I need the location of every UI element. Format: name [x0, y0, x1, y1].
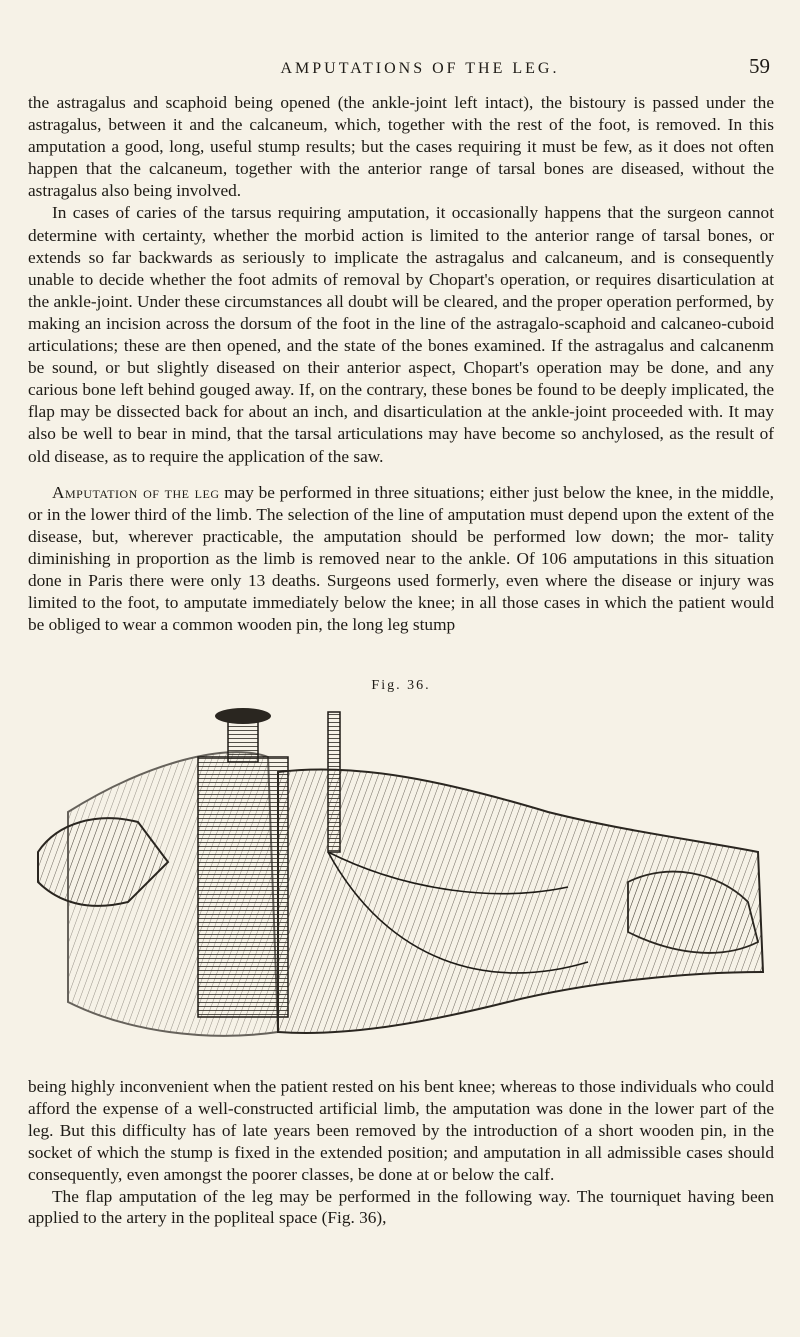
leg-amputation-illustration — [28, 702, 774, 1070]
section-text: may be performed in three situations; either just below the knee, in the middle, or in the lower third of the limb. The selection of the line of amputation must depend upon the extent of the disease, but, wherever practicable, the amputation should be performed low down; the mor- tality diminishing in proportion as the limb is removed near to the ankle. Of 106 amputations in this situation done in Paris there were only 13 deaths. Surgeons used formerly, even where the disease or injury was limited to the foot, to amputate immediately below the knee; in all those cases in which the patient would be obliged to wear a common wooden pin, the long leg stump — [28, 482, 774, 635]
figure — [28, 678, 774, 1073]
body-text-continued — [28, 1076, 774, 1229]
section-heading: Amputation of the leg — [52, 482, 220, 502]
paragraph: being highly inconvenient when the patient rested on his bent knee; whereas to those individuals who could afford the expense of a well-constructed artificial limb, the amputation was done in the lower part of the leg. But this difficulty has of late years been removed by the introduction of a short wooden pin, in the socket of which the stump is fixed in the extended position; and amputation in all admissible cases should consequently, even amongst the poorer classes, be done at or below the calf. — [28, 1077, 774, 1184]
running-head: AMPUTATIONS OF THE LEG. — [280, 60, 560, 77]
figure-caption: Fig. 36. — [371, 678, 431, 693]
paragraph: the astragalus and scaphoid being opened (the ankle-joint left intact), the bistoury is passed under the astragalus, between it and the calcaneum, which, together with the rest of the foot, is removed. In this amputation a good, long, useful stump results; but the cases requiring it must be few, as it does not often happen that the calcaneum, together with the anterior range of tarsal bones are diseased, without the astragalus also being involved. — [28, 93, 774, 201]
section-paragraph — [28, 482, 774, 637]
paragraph: The flap amputation of the leg may be performed in the following way. The tourniquet having been applied to the artery in the popliteal space (Fig. 36), — [28, 1186, 774, 1228]
body-text — [28, 92, 774, 636]
page-number: 59 — [749, 54, 770, 78]
page-header — [0, 54, 800, 86]
paragraph: In cases of caries of the tarsus requiring amputation, it occasionally happens that the surgeon cannot determine with certainty, whether the morbid action is limited to the anterior range of tarsal bones, or extends so far backwards as seriously to implicate the astragalus and calcaneum, and is consequently unable to decide whether the foot admits of removal by Chopart's operation, or requires disarticulation at the ankle-joint. Under these circumstances all doubt will be cleared, and the proper operation performed, by making an incision across the dorsum of the foot in the line of the astragalo-scaphoid and calcaneo-cuboid articulations; these are then opened, and the state of the bones examined. If the astragalus and calcanenm be sound, or but slightly diseased on their anterior aspect, Chopart's operation may be done, and any carious bone left behind gouged away. If, on the contrary, these bones be found to be deeply implicated, the flap may be dissected back for about an inch, and disarticulation at the ankle-joint proceeded with. It may also be well to bear in mind, that the tarsal articulations may have become so anchylosed, as the result of old disease, as to require the application of the saw. — [28, 203, 774, 466]
